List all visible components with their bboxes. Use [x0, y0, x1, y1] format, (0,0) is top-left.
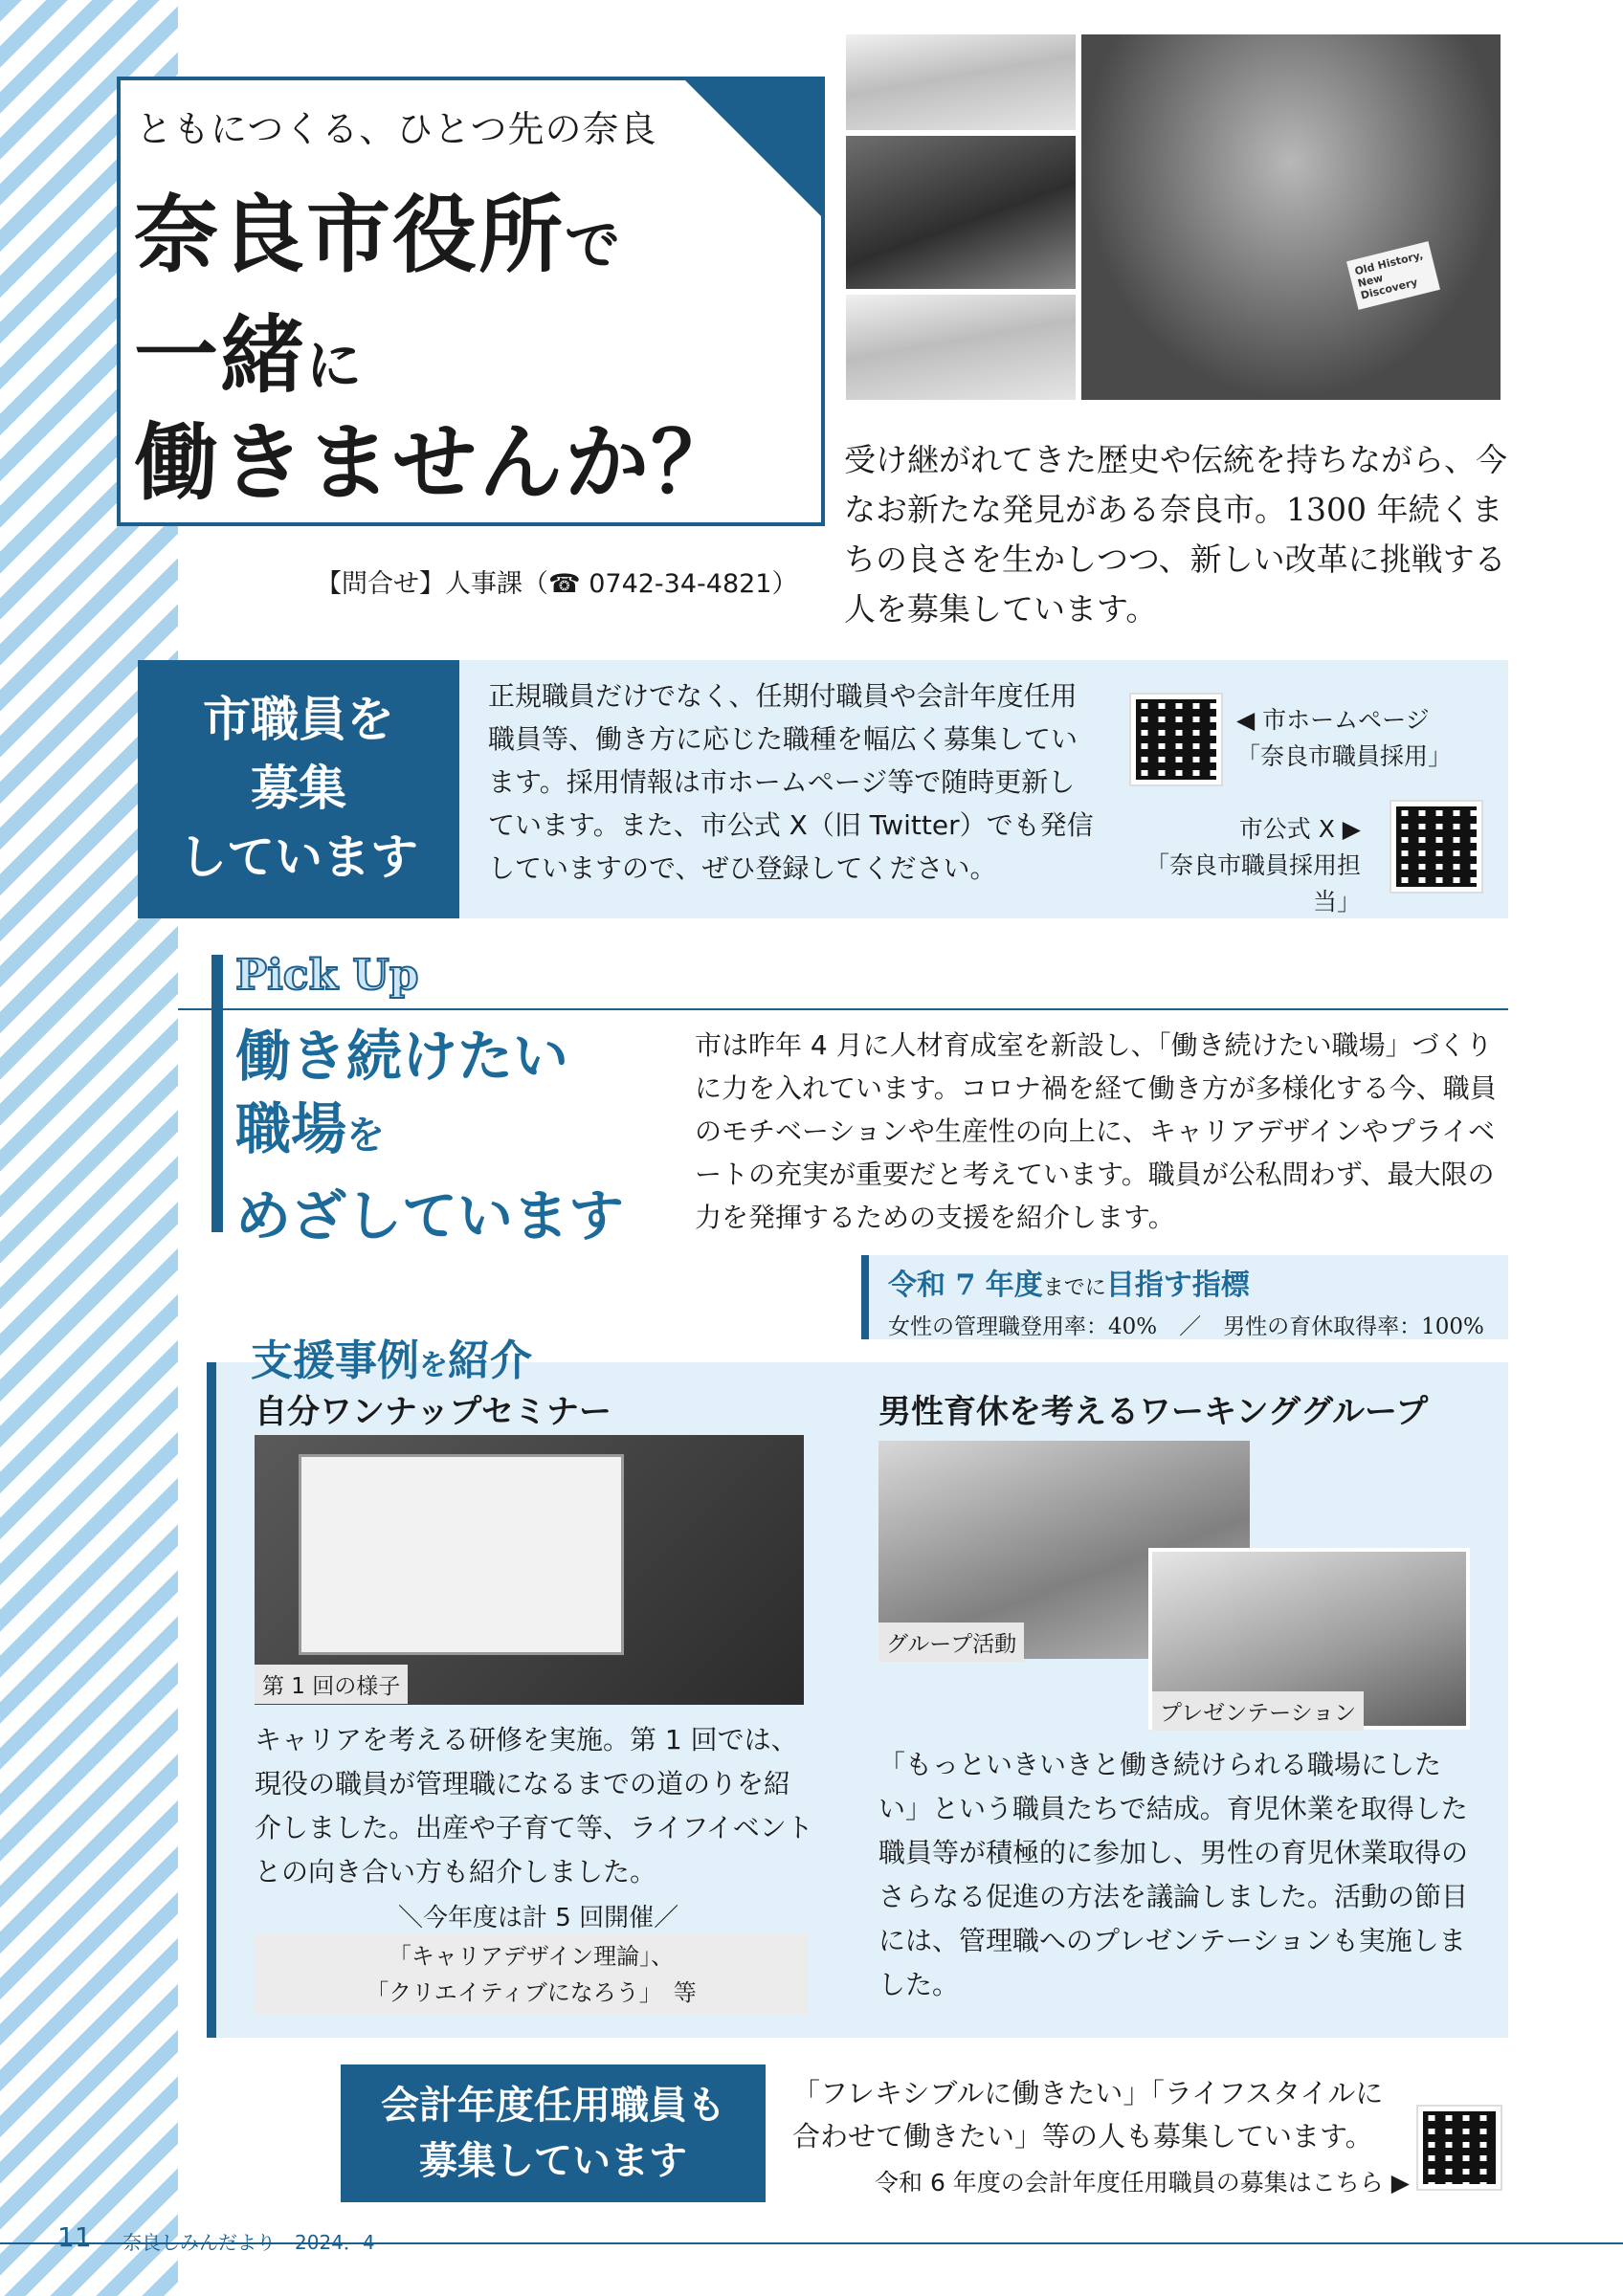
target-title-goal: 目指す指標 [1105, 1269, 1250, 1302]
x-label-line: 市公式 X ▶ [1238, 815, 1361, 843]
pickup-heading-word: 職場 [235, 1096, 347, 1161]
fiscal-recruit-title [341, 2064, 766, 2202]
seminar-annual-count: ＼今年度は計 5 回開催／ [398, 1904, 679, 1932]
pickup-divider [178, 1008, 1508, 1010]
seminar-topics [255, 1934, 808, 2015]
hero-line-2-particle: に [306, 333, 365, 398]
target-title-particle: までに [1042, 1276, 1106, 1300]
hero-line-3 [134, 396, 737, 517]
recruit-title-line: しています [179, 829, 418, 885]
fiscal-recruit-link[interactable]: 令和 6 年度の会計年度任用職員の募集はこちら ▶ [875, 2169, 1410, 2197]
working-group-text: 「もっといきいきと働き続けられる職場にしたい」という職員たちで結成。育児休業を取得した職員等が積極的に参加し、男性の育児休業取得のさらなる促進の方法を議論しました。活動の節目には、管理職へのプレゼンテーションも実施しました。 [878, 1749, 1469, 2000]
hero-line-2 [134, 289, 364, 409]
hero-title-box [117, 77, 825, 526]
target-box [861, 1255, 1508, 1339]
recruit-title [138, 660, 459, 918]
recruit-title-line: 市職員を [203, 692, 394, 747]
cases-title-end: 紹介 [448, 1336, 532, 1385]
recruit-text: 正規職員だけでなく、任期付職員や会計年度任用職員等、働き方に応じた職種を幅広く募集しています。採用情報は市ホームページ等で随時更新しています。また、市公式 X（旧 Twitter）でも発信していますので、ぜひ登録してください。 [488, 680, 1094, 884]
hero-line-1 [134, 168, 622, 289]
qr-code-fiscal[interactable] [1418, 2107, 1501, 2189]
cases-title [251, 1326, 532, 1387]
homepage-label-line: 「奈良市職員採用」 [1236, 742, 1453, 770]
pickup-text: 市は昨年 4 月に人材育成室を新設し、「働き続けたい職場」づくりに力を入れています。コロナ禍を経て働き方が多様化する今、職員のモチベーションや生産性の向上に、キャリアデザインやプライベートの充実が重要だと考えています。職員が公私問わず、最大限の力を発揮するための支援を紹介します。 [695, 1029, 1497, 1233]
working-group-heading: 男性育休を考えるワーキンググループ [878, 1393, 1429, 1431]
seminar-photo-caption: 第 1 回の様子 [255, 1665, 408, 1704]
pickup-tag: Pick Up [235, 951, 419, 1000]
intro-text: 受け継がれてきた歴史や伝統を持ちながら、今なお新たな発見がある奈良市。1300 年続くまちの良さを生かしつつ、新しい改革に挑戦する人を募集しています。 [844, 441, 1507, 628]
target-title [888, 1261, 1508, 1303]
x-label-line: 「奈良市職員採用担当」 [1145, 851, 1361, 916]
seminar-heading: 自分ワンナップセミナー [255, 1393, 611, 1431]
photo-stairs [844, 33, 1078, 132]
cases-title-main: 支援事例 [251, 1336, 419, 1385]
target-title-year: 令和 7 年度 [888, 1269, 1043, 1302]
hero-line-3-main: 働きませんか？ [134, 412, 738, 512]
cases-accent-bar [207, 1362, 216, 2038]
pickup-heading-particle: を [346, 1113, 386, 1158]
seminar-text: キャリアを考える研修を実施。第 1 回では、現役の職員が管理職になるまでの道のりを紹介しました。出産や子育て等、ライフイベントとの向き合い方も紹介しました。 [255, 1724, 813, 1888]
qr-code-x[interactable] [1391, 802, 1481, 892]
seminar-photo [255, 1435, 804, 1705]
hero-line-1-main: 奈良市役所 [134, 185, 566, 284]
pickup-heading-line-1: 働き続けたい [235, 1024, 569, 1089]
contact-info: 【問合せ】人事課（☎ 0742-34-4821） [316, 569, 798, 599]
target-metrics: 女性の管理職登用率：40% ／ 男性の育休取得率：100% [888, 1314, 1484, 1339]
seminar-topic: 「クリエイティブになろう」 等 [366, 1979, 697, 2006]
recruit-title-line: 募集 [251, 761, 346, 816]
qr-code-homepage[interactable] [1131, 695, 1221, 784]
photo-temple-plaque [844, 134, 1078, 291]
x-label[interactable] [1125, 811, 1361, 920]
photo-crowd [844, 293, 1078, 402]
cases-title-particle: を [419, 1349, 448, 1382]
fiscal-text-line: 合わせて働きたい」等の人も募集しています。 [792, 2120, 1373, 2152]
presentation-photo [1148, 1548, 1470, 1730]
pickup-heading [235, 1020, 624, 1252]
pickup-heading-line-2 [235, 1093, 624, 1180]
page-number: 11 [57, 2221, 92, 2253]
presentation-caption: プレゼンテーション [1152, 1691, 1364, 1731]
fiscal-title-line: 会計年度任用職員も [381, 2084, 725, 2128]
hero-line-1-particle: で [565, 212, 623, 277]
projector-screen [299, 1454, 624, 1655]
photo-staff-group [1079, 33, 1502, 402]
hero-corner-accent [681, 77, 825, 220]
hero-subtitle: ともにつくる、ひとつ先の奈良 [136, 108, 657, 150]
homepage-label-line: ◀ 市ホームページ [1236, 706, 1430, 734]
publication-name: 奈良しみんだより 2024．4 [122, 2231, 375, 2254]
fiscal-text-line: 「フレキシブルに働きたい」「ライフスタイルに [792, 2077, 1384, 2109]
photo-sign: Old History, New Discovery [1346, 241, 1440, 310]
fiscal-title-line: 募集しています [419, 2139, 687, 2183]
hero-line-2-main: 一緒 [134, 305, 307, 405]
fiscal-text [792, 2072, 1383, 2158]
group-activity-caption: グループ活動 [878, 1623, 1024, 1662]
homepage-label[interactable] [1236, 702, 1452, 775]
pickup-accent-bar [211, 955, 223, 1232]
seminar-topic: 「キャリアデザイン理論」、 [388, 1943, 675, 1970]
pickup-heading-line-3: めざしています [235, 1183, 625, 1248]
